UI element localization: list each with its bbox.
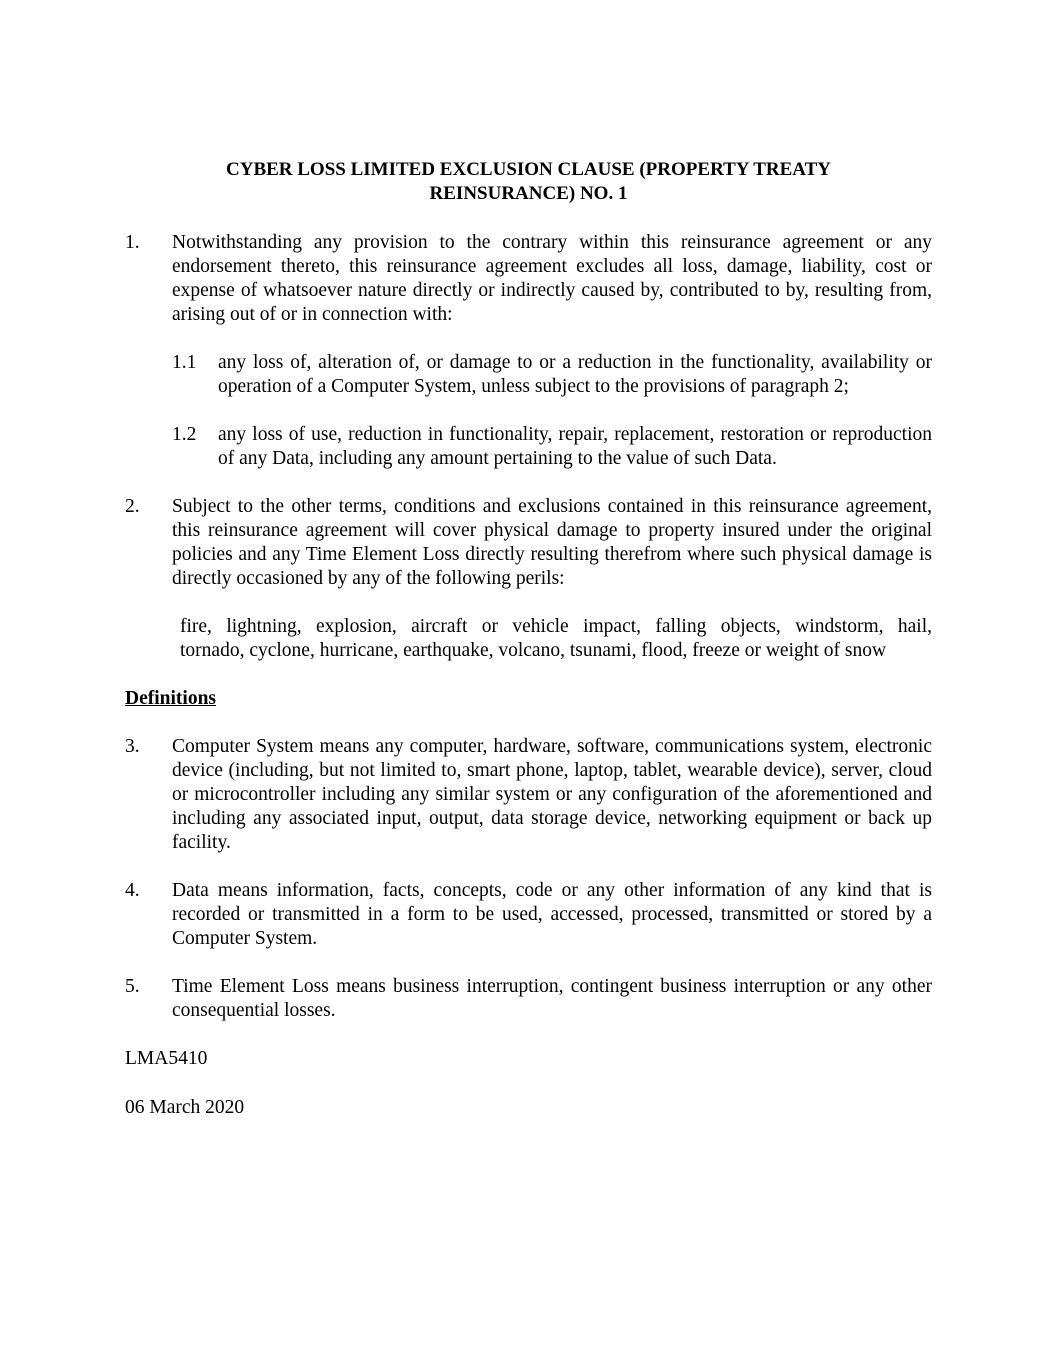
paragraph-text: Time Element Loss means business interruption, contingent business interruption or any other consequential losses. xyxy=(172,976,932,1021)
definitions-heading: Definitions xyxy=(125,688,217,709)
paragraph-text: Subject to the other terms, conditions and exclusions contained in this reinsurance agreement, this reinsurance agreement will cover physical damage to property insured under the original policies and any Time Element Loss directly resulting therefrom where such physical damage is directly occasioned by any of the following perils: xyxy=(172,496,932,589)
document-reference: LMA5410 xyxy=(125,1048,208,1069)
perils-line-2: tornado, cyclone, hurricane, earthquake, volcano, tsunami, flood, freeze or weight of snow xyxy=(180,640,887,661)
paragraph-number: 3. xyxy=(125,736,140,757)
paragraph-number: 2. xyxy=(125,496,140,517)
document-title xyxy=(125,158,932,206)
perils-line-1: fire, lightning, explosion, aircraft or vehicle impact, falling objects, windstorm, hail, xyxy=(180,616,932,637)
title-line-1: CYBER LOSS LIMITED EXCLUSION CLAUSE (PROPERTY TREATY xyxy=(226,159,831,180)
paragraph-text: any loss of use, reduction in functionality, repair, replacement, restoration or reproduction of any Data, including any amount pertaining to the value of such Data. xyxy=(218,424,932,469)
paragraph-number: 1.1 xyxy=(172,352,197,373)
paragraph-number: 1. xyxy=(125,232,140,253)
title-line-2: REINSURANCE) NO. 1 xyxy=(429,183,628,204)
paragraph-number: 4. xyxy=(125,880,140,901)
paragraph-number: 1.2 xyxy=(172,424,197,445)
document-date: 06 March 2020 xyxy=(125,1097,245,1118)
paragraph-number: 5. xyxy=(125,976,140,997)
paragraph-text: Computer System means any computer, hardware, software, communications system, electronic device (including, but not limited to, smart phone, laptop, tablet, wearable device), server, cloud or microcontroller including any similar system or any configuration of the aforementioned and including any associated input, output, data storage device, networking equipment or back up facility. xyxy=(172,736,932,853)
paragraph-text: any loss of, alteration of, or damage to or a reduction in the functionality, availability or operation of a Computer System, unless subject to the provisions of paragraph 2; xyxy=(218,352,932,397)
perils-list xyxy=(180,615,932,663)
paragraph-text: Data means information, facts, concepts, code or any other information of any kind that is recorded or transmitted in a form to be used, accessed, processed, transmitted or stored by a Computer System. xyxy=(172,880,932,949)
paragraph-text: Notwithstanding any provision to the contrary within this reinsurance agreement or any endorsement thereto, this reinsurance agreement excludes all loss, damage, liability, cost or expense of whatsoever nature directly or indirectly caused by, contributed to by, resulting from, arising out of or in connection with: xyxy=(172,232,932,325)
